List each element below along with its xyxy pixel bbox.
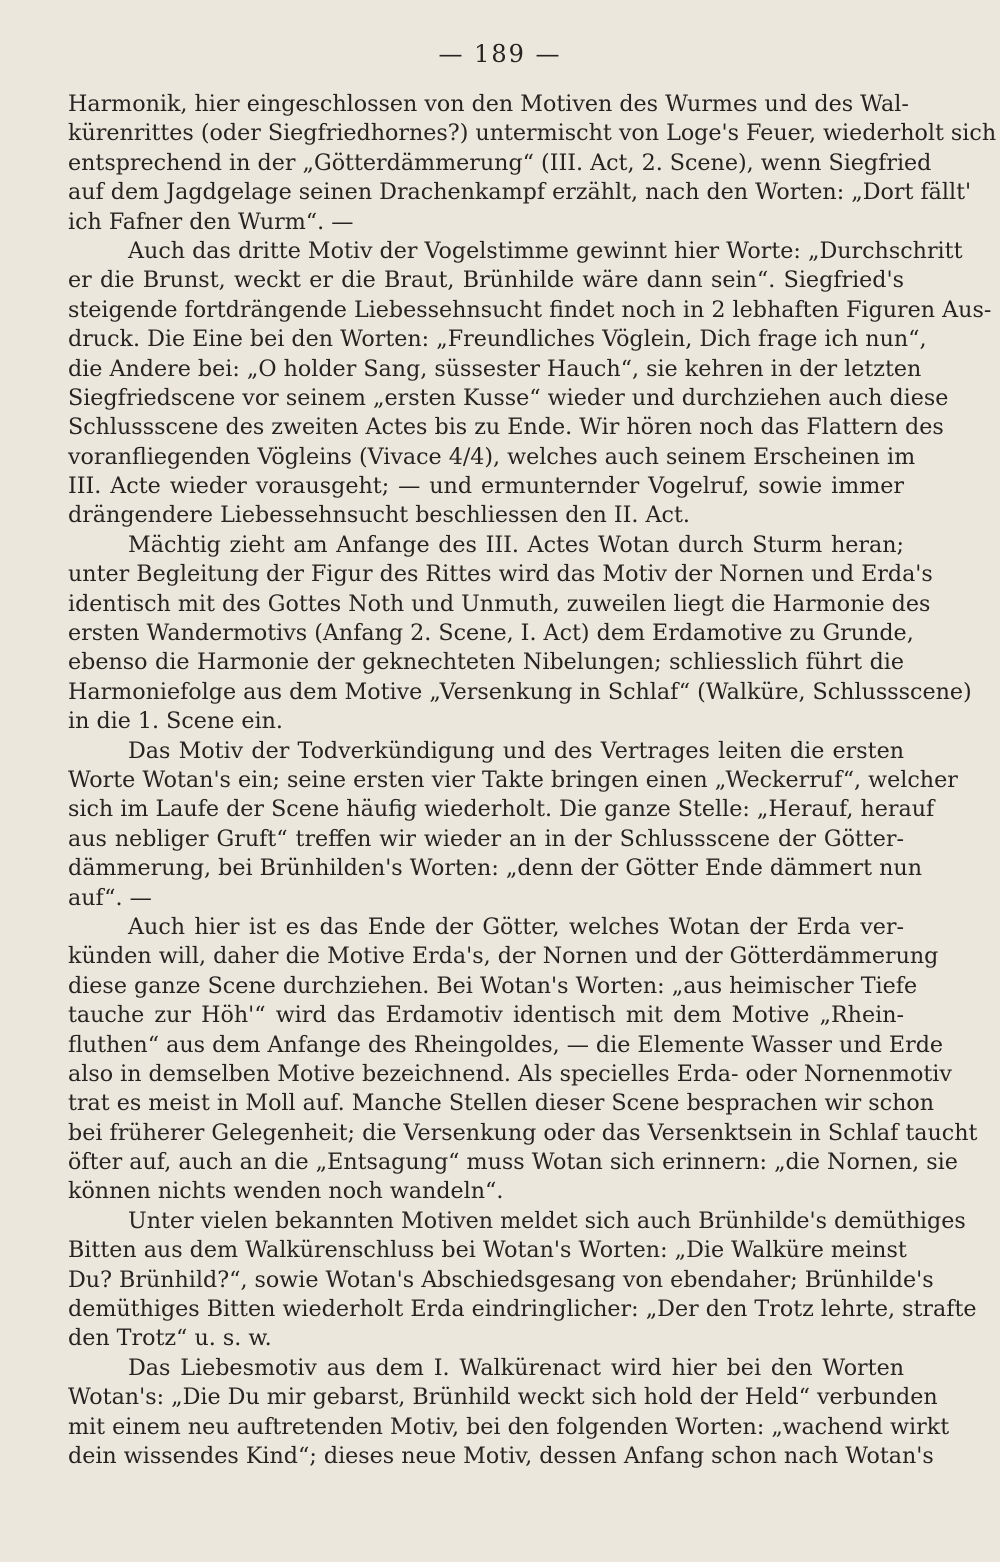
text-line: kürenrittes (oder Siegfriedhornes?) untermischt von Loge's Feuer, wiederholt sich [68,120,997,147]
text-line: Wotan's: „Die Du mir gebarst, Brünhild weckt sich hold der Held“ verbunden [68,1384,938,1411]
text-line: voranfliegenden Vögleins (Vivace 4/4), welches auch seinem Erscheinen im [68,443,916,470]
text-line: in die 1. Scene ein. [68,708,283,735]
text-line: dein wissendes Kind“; dieses neue Motiv, dessen Anfang schon nach Wotan's [68,1442,934,1469]
text-line: er die Brunst, weckt er die Braut, Brünhilde wäre dann sein“. Siegfried's [68,267,904,294]
text-line: tauche zur Höh'“ wird das Erdamotiv identisch mit dem Motive „Rhein- [68,1002,904,1029]
text-line: druck. Die Eine bei den Worten: „Freundliches Vöglein, Dich frage ich nun“, [68,326,927,353]
text-line: drängendere Liebessehnsucht beschliessen den II. Act. [68,502,690,529]
body-text [68,90,997,1471]
text-line: Siegfriedscene vor seinem „ersten Kusse“ wieder und durchziehen auch diese [68,384,949,411]
text-line: Harmonik, hier eingeschlossen von den Motiven des Wurmes und des Wal- [68,91,909,117]
text-line: identisch mit des Gottes Noth und Unmuth, zuweilen liegt die Harmonie des [68,590,931,617]
text-line: ebenso die Harmonie der geknechteten Nibelungen; schliesslich führt die [68,649,904,676]
text-line: bei früherer Gelegenheit; die Versenkung oder das Versenktsein in Schlaf taucht [68,1119,978,1146]
paragraph-first-line: Das Motiv der Todverkündigung und des Vertrages leiten die ersten [128,737,904,764]
page-number: — 189 — [438,40,562,68]
text-line: diese ganze Scene durchziehen. Bei Wotan's Worten: „aus heimischer Tiefe [68,972,918,999]
text-line: die Andere bei: „O holder Sang, süssester Hauch“, sie kehren in der letzten [68,355,922,382]
text-line: demüthiges Bitten wiederholt Erda eindringlicher: „Der den Trotz lehrte, strafte [68,1296,977,1323]
text-line: sich im Laufe der Scene häufig wiederholt. Die ganze Stelle: „Herauf, herauf [68,796,935,823]
text-line: Bitten aus dem Walkürenschluss bei Wotan's Worten: „Die Walküre meinst [68,1237,907,1264]
text-line: auf dem Jagdgelage seinen Drachenkampf erzählt, nach den Worten: „Dort fällt' [68,179,972,206]
text-line: den Trotz“ u. s. w. [68,1325,272,1352]
text-line: III. Acte wieder vorausgeht; — und ermunternder Vogelruf, sowie immer [68,473,904,500]
text-line: ich Fafner den Wurm“. — [68,208,354,235]
text-line: trat es meist in Moll auf. Manche Stellen dieser Scene besprachen wir schon [68,1090,935,1117]
text-line: öfter auf, auch an die „Entsagung“ muss Wotan sich erinnern: „die Nornen, sie [68,1149,958,1176]
text-line: dämmerung, bei Brünhilden's Worten: „denn der Götter Ende dämmert nun [68,855,922,882]
text-line: künden will, daher die Motive Erda's, der Nornen und der Götterdämmerung [68,943,939,970]
text-line: fluthen“ aus dem Anfange des Rheingoldes, — die Elemente Wasser und Erde [68,1031,944,1058]
text-line: mit einem neu auftretenden Motiv, bei den folgenden Worten: „wachend wirkt [68,1413,950,1440]
text-line: können nichts wenden noch wandeln“. [68,1178,504,1205]
text-line: ersten Wandermotivs (Anfang 2. Scene, I. Act) dem Erdamotive zu Grunde, [68,620,914,647]
paragraph-first-line: Auch hier ist es das Ende der Götter, welches Wotan der Erda ver- [128,913,904,940]
text-line: entsprechend in der „Götterdämmerung“ (III. Act, 2. Scene), wenn Siegfried [68,149,932,176]
text-line: aus nebliger Gruft“ treffen wir wieder an in der Schlussscene der Götter- [68,825,904,852]
paragraph-first-line: Unter vielen bekannten Motiven meldet sich auch Brünhilde's demüthiges [128,1207,966,1234]
text-line: Du? Brünhild?“, sowie Wotan's Abschiedsgesang von ebendaher; Brünhilde's [68,1266,934,1293]
paragraph-first-line: Das Liebesmotiv aus dem I. Walkürenact wird hier bei den Worten [128,1354,904,1381]
text-line: unter Begleitung der Figur des Rittes wird das Motiv der Nornen und Erda's [68,561,933,588]
text-line: also in demselben Motive bezeichnend. Als specielles Erda- oder Nornenmotiv [68,1060,952,1087]
text-line: Harmoniefolge aus dem Motive „Versenkung in Schlaf“ (Walküre, Schlussscene) [68,678,972,705]
paragraph-first-line: Mächtig zieht am Anfange des III. Actes Wotan durch Sturm heran; [128,531,904,558]
text-line: Schlussscene des zweiten Actes bis zu Ende. Wir hören noch das Flattern des [68,414,944,441]
paragraph-first-line: Auch das dritte Motiv der Vogelstimme gewinnt hier Worte: „Durchschritt [128,237,963,264]
text-line: auf“. — [68,884,152,911]
text-line: steigende fortdrängende Liebessehnsucht findet noch in 2 lebhaften Figuren Aus- [68,296,992,323]
text-line: Worte Wotan's ein; seine ersten vier Takte bringen einen „Weckerruf“, welcher [68,766,958,793]
